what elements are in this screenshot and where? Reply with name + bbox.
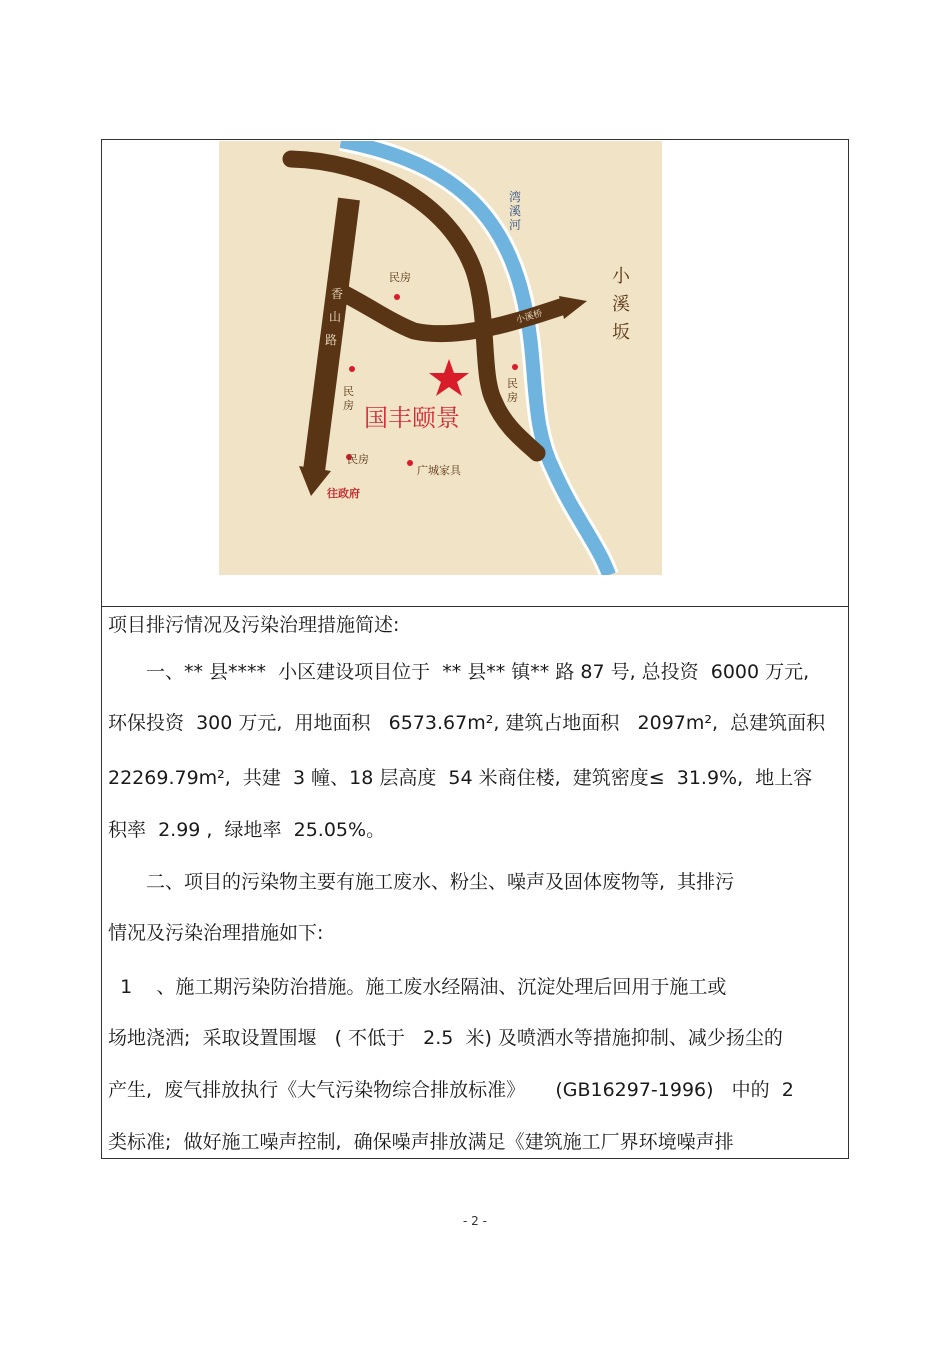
- paragraph-line: 1 、施工期污染防治措施。施工废水经隔油、沉淀处理后回用于施工或: [108, 976, 727, 998]
- svg-text:香: 香: [331, 287, 344, 301]
- svg-text:房: 房: [507, 391, 518, 404]
- svg-text:民: 民: [507, 377, 518, 390]
- place-xiaoxiban-label: [612, 266, 631, 343]
- paragraph-line: 二、项目的污染物主要有施工废水、粉尘、噪声及固体废物等, 其排污: [108, 871, 735, 893]
- svg-text:湾: 湾: [509, 190, 522, 204]
- page-number: - 2 -: [463, 1214, 487, 1228]
- table-divider: [102, 606, 848, 607]
- house-dot: [349, 366, 355, 372]
- paragraph-line: 场地浇洒; 采取设置围堰 ( 不低于 2.5 米) 及喷洒水等措施抑制、减少扬尘的: [108, 1027, 783, 1049]
- svg-text:小: 小: [612, 266, 630, 287]
- paragraph-line: 产生, 废气排放执行《大气污染物综合排放标准》 (GB16297-1996) 中的 2: [108, 1079, 794, 1101]
- house-dot: [512, 364, 518, 370]
- svg-text:溪: 溪: [509, 204, 522, 218]
- svg-text:溪: 溪: [612, 294, 630, 315]
- location-map: [219, 141, 662, 575]
- paragraph-line: 类标准; 做好施工噪声控制, 确保噪声排放满足《建筑施工厂界环境噪声排: [108, 1131, 734, 1153]
- svg-text:河: 河: [509, 218, 522, 232]
- to-government-label: 往政府: [327, 487, 360, 500]
- paragraph-line: 22269.79m², 共建 3 幢、18 层高度 54 米商住楼, 建筑密度≤ 31.9%, 地上容: [108, 767, 813, 789]
- house-dot: [394, 294, 400, 300]
- svg-text:坂: 坂: [612, 322, 630, 343]
- svg-text:山: 山: [329, 310, 342, 324]
- paragraph-line: 环保投资 300 万元, 用地面积 6573.67m², 建筑占地面积 2097m², 总建筑面积: [108, 712, 826, 734]
- road-xiaoxi-label: 小溪桥: [515, 308, 544, 326]
- section-heading: 项目排污情况及污染治理措施简述:: [108, 614, 400, 636]
- paragraph-line: 情况及污染治理措施如下:: [108, 922, 324, 944]
- house-label: 民房: [347, 453, 369, 466]
- project-name-label: 国丰颐景: [364, 404, 460, 432]
- map-background: [219, 141, 662, 575]
- furniture-label: 广城家具: [417, 464, 461, 477]
- svg-text:路: 路: [325, 333, 338, 347]
- house-label: 民房: [389, 271, 411, 284]
- paragraph-line: 一、** 县**** 小区建设项目位于 ** 县** 镇** 路 87 号, 总投资 6000 万元,: [108, 661, 810, 683]
- svg-text:民: 民: [343, 385, 354, 398]
- river-name-label: [509, 189, 521, 232]
- furniture-dot: [407, 460, 413, 466]
- content-table: [101, 139, 849, 1159]
- paragraph-line: 积率 2.99 , 绿地率 25.05%。: [108, 819, 386, 841]
- house-label-vertical: [507, 377, 518, 404]
- house-label-vertical: [343, 385, 354, 412]
- svg-text:房: 房: [343, 399, 354, 412]
